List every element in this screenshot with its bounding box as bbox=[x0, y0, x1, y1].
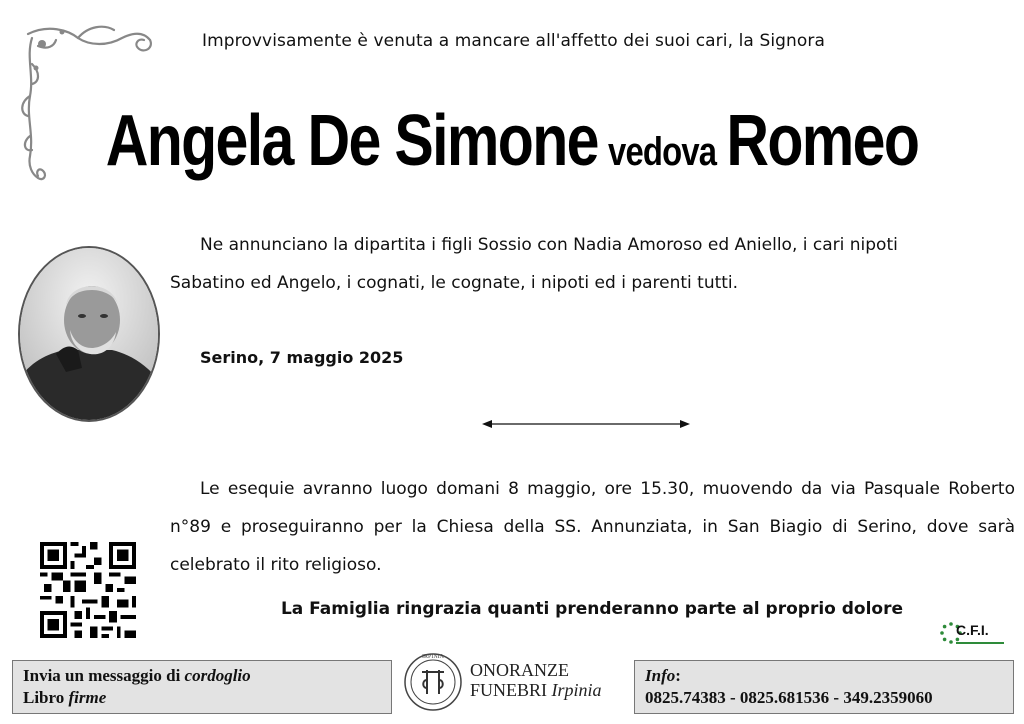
info-box bbox=[634, 660, 1014, 714]
phone-numbers[interactable]: 0825.74383 - 0825.681536 - 349.2359060 bbox=[645, 688, 933, 707]
brand-line-1: ONORANZE bbox=[470, 660, 569, 680]
funeral-home-brand bbox=[470, 660, 602, 700]
dateline: Serino, 7 maggio 2025 bbox=[200, 348, 404, 367]
logo-top-text: IRPINIA bbox=[422, 654, 444, 660]
thanks-text: La Famiglia ringrazia quanti prenderanno parte al proprio dolore bbox=[280, 599, 904, 619]
cfi-logo-text: C.F.I. bbox=[956, 622, 989, 638]
funeral-details: Le esequie avranno luogo domani 8 maggio, ore 15.30, muovendo da via Pasquale Roberto n°89 e proseguiranno per la Chiesa della SS. Annunziata, in San Biagio di Serino, dove sarà celebrato il rito religioso. bbox=[170, 479, 1015, 575]
intro-text: Improvvisamente è venuta a mancare all'affetto dei suoi cari, la Signora bbox=[202, 31, 826, 51]
guest-book-link[interactable]: Libro firme bbox=[23, 688, 107, 707]
funeral-text bbox=[170, 470, 1015, 584]
announcement-line-2: Sabatino ed Angelo, i cognati, le cognate, i nipoti ed i parenti tutti. bbox=[170, 273, 739, 293]
name-first: Angela De Simone bbox=[105, 101, 598, 181]
send-condolence-link[interactable]: Invia un messaggio di cordoglio bbox=[23, 666, 251, 685]
name-middle: vedova bbox=[608, 130, 717, 174]
announcement-line-1: Ne annunciano la dipartita i figli Sossio con Nadia Amoroso ed Aniello, i cari nipoti bbox=[200, 235, 898, 255]
condolence-box[interactable] bbox=[12, 660, 392, 714]
brand-line-2: FUNEBRI Irpinia bbox=[470, 680, 602, 700]
announcement-text bbox=[170, 226, 1015, 302]
info-label: Info: bbox=[645, 666, 681, 685]
divider-arrow bbox=[482, 418, 690, 430]
qr-code[interactable] bbox=[40, 542, 136, 638]
funeral-home-logo bbox=[400, 646, 466, 718]
cfi-logo bbox=[940, 620, 1004, 648]
name-last: Romeo bbox=[726, 101, 919, 181]
deceased-name bbox=[92, 100, 932, 182]
portrait-photo bbox=[18, 246, 160, 422]
